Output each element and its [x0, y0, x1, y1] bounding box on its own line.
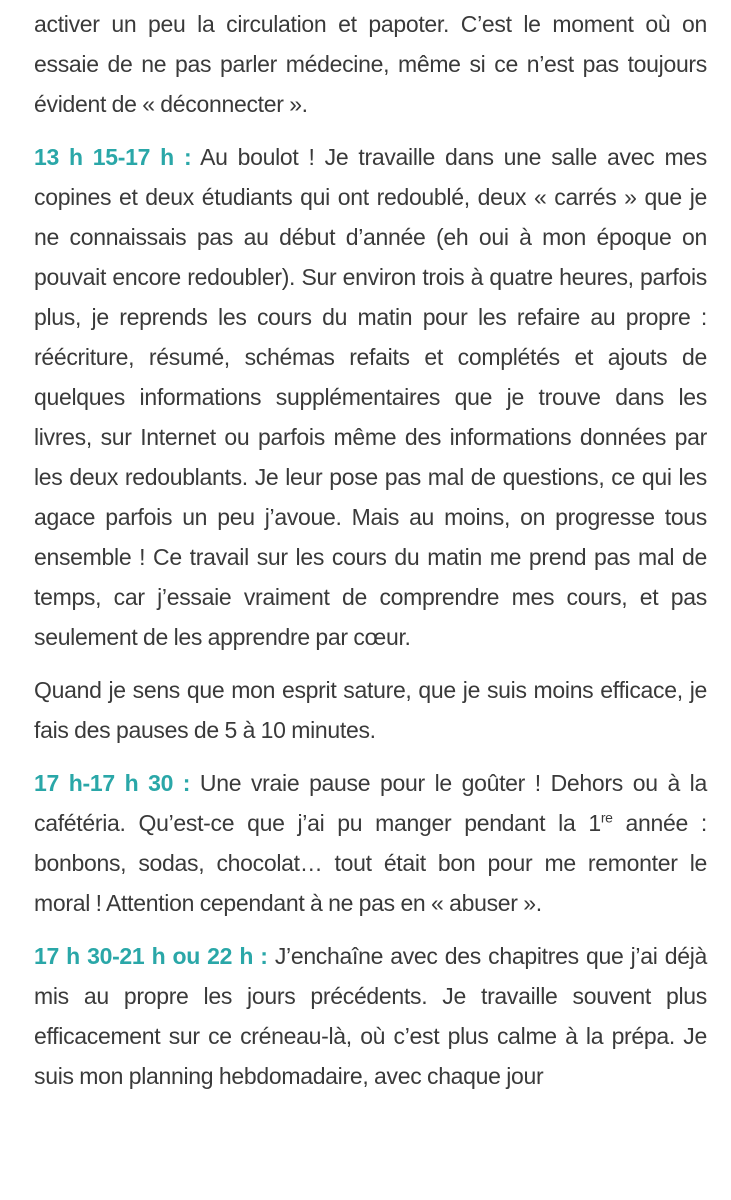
time-label: 17 h-17 h 30 :	[34, 770, 191, 796]
time-label: 17 h 30-21 h ou 22 h :	[34, 943, 268, 969]
time-label: 13 h 15-17 h :	[34, 144, 192, 170]
paragraph-text: Quand je sens que mon esprit sature, que je suis moins efficace, je fais des pauses de 5 à 10 minutes.	[34, 677, 707, 743]
paragraph-pauses	[34, 670, 707, 750]
paragraph-intro	[34, 4, 707, 124]
paragraph-text: Une vraie pause pour le goûter ! Dehors ou à la cafétéria. Qu’est-ce que j’ai pu manger pendant la 1	[34, 770, 707, 836]
paragraph-text: activer un peu la circulation et papoter. C’est le moment où on essaie de ne pas parler médecine, même si ce n’est pas toujours évident de « déconnecter ».	[34, 11, 707, 117]
paragraph-13h15	[34, 137, 707, 657]
paragraph-text: J’enchaîne avec des chapitres que j’ai déjà mis au propre les jours précédents. Je travaille souvent plus efficacement sur ce créneau-là, où c’est plus calme à la prépa. Je suis mon planning hebdomadaire, avec chaque jour	[34, 943, 707, 1089]
paragraph-17h	[34, 763, 707, 923]
paragraph-text-continued: année : bonbons, sodas, chocolat… tout était bon pour me remonter le moral ! Attention cependant à ne pas en « abuser ».	[34, 810, 707, 916]
superscript: re	[600, 809, 613, 826]
paragraph-text: Au boulot ! Je travaille dans une salle avec mes copines et deux étudiants qui ont redoublé, deux « carrés » que je ne connaissais pas au début d’année (eh oui à mon époque on pouvait encore redoubler). Sur environ trois à quatre heures, parfois plus, je reprends les cours du matin pour les refaire au propre : réécriture, résumé, schémas refaits et complétés et ajouts de quelques informations supplémentaires que je trouve dans les livres, sur Internet ou parfois même des informations données par les deux redoublants. Je leur pose pas mal de questions, ce qui les agace parfois un peu j’avoue. Mais au moins, on progresse tous ensemble ! Ce travail sur les cours du matin me prend pas mal de temps, car j’essaie vraiment de comprendre mes cours, et pas seulement de les apprendre par cœur.	[34, 144, 707, 650]
paragraph-17h30	[34, 936, 707, 1096]
